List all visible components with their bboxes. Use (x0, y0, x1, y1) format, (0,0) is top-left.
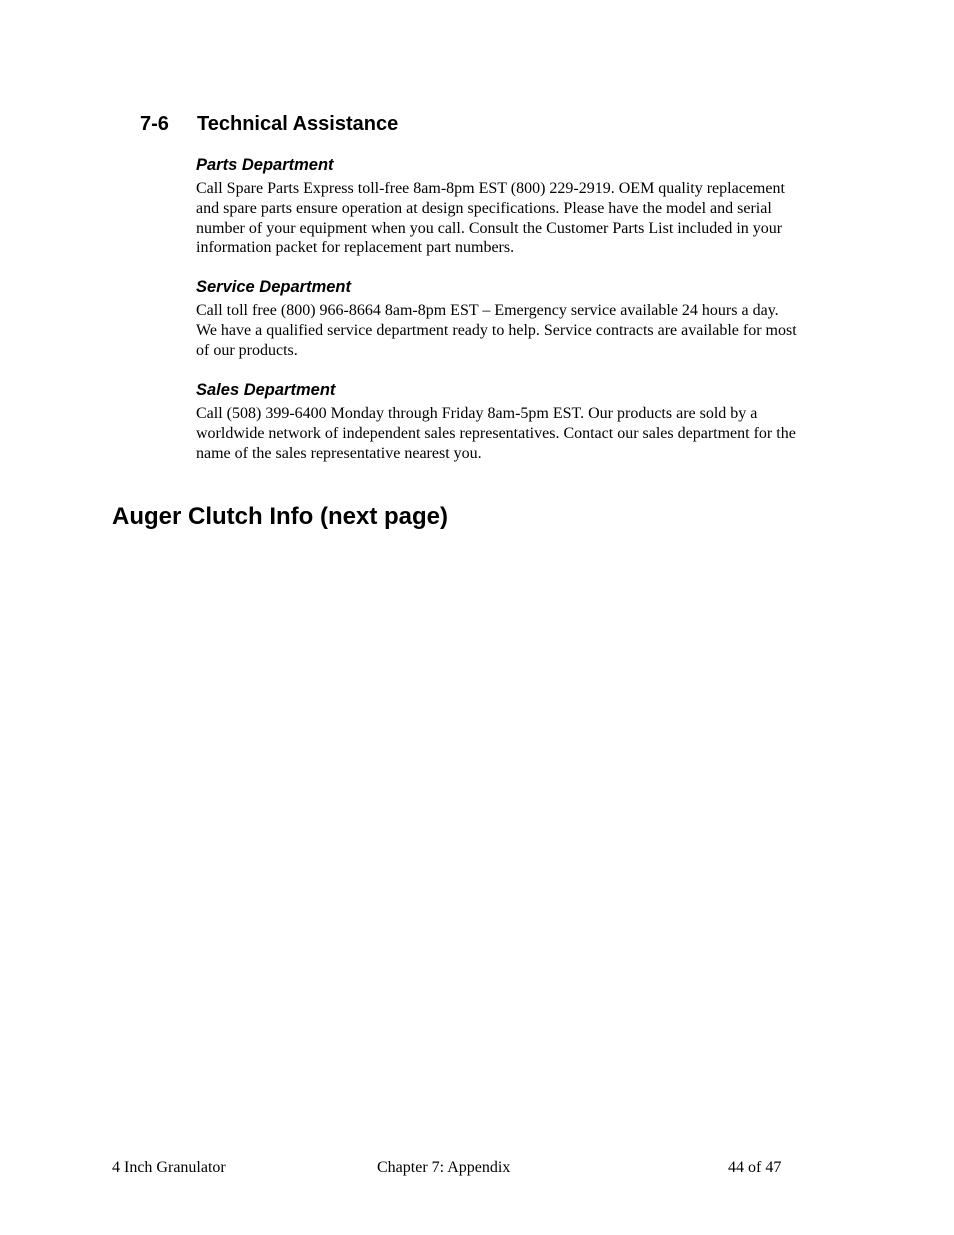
text-line: worldwide network of independent sales representatives. Contact our sales department for the (196, 424, 796, 442)
service-department-title: Service Department (196, 278, 351, 296)
footer-chapter: Chapter 7: Appendix (377, 1159, 511, 1176)
sales-department-text (196, 404, 856, 463)
text-line: number of your equipment when you call. Consult the Customer Parts List included in your (196, 219, 783, 237)
service-department-block (196, 277, 856, 360)
parts-department-text (196, 179, 856, 258)
footer-page-number: 44 of 47 (728, 1159, 782, 1176)
service-department-text (196, 301, 856, 360)
sales-department-title: Sales Department (196, 381, 336, 399)
text-line: of our products. (196, 341, 298, 359)
text-line: We have a qualified service department ready to help. Service contracts are available for most (196, 321, 797, 339)
text-line: Call (508) 399-6400 Monday through Friday 8am-5pm EST. Our products are sold by a (196, 405, 758, 422)
text-line: Call toll free (800) 966-8664 8am-8pm EST – Emergency service available 24 hours a day. (196, 302, 779, 319)
section-heading (140, 112, 398, 136)
section-number: 7-6 (140, 113, 169, 135)
text-line: Call Spare Parts Express toll-free 8am-8pm EST (800) 229-2919. OEM quality replacement (196, 180, 785, 197)
parts-department-block (196, 155, 856, 258)
sales-department-block (196, 380, 856, 463)
text-line: information packet for replacement part numbers. (196, 239, 515, 257)
section-title: Technical Assistance (197, 113, 399, 135)
parts-department-title: Parts Department (196, 156, 334, 174)
auger-clutch-heading: Auger Clutch Info (next page) (112, 503, 448, 530)
footer-document-title: 4 Inch Granulator (112, 1159, 226, 1176)
text-line: name of the sales representative nearest you. (196, 444, 482, 462)
text-line: and spare parts ensure operation at design specifications. Please have the model and serial (196, 199, 772, 217)
